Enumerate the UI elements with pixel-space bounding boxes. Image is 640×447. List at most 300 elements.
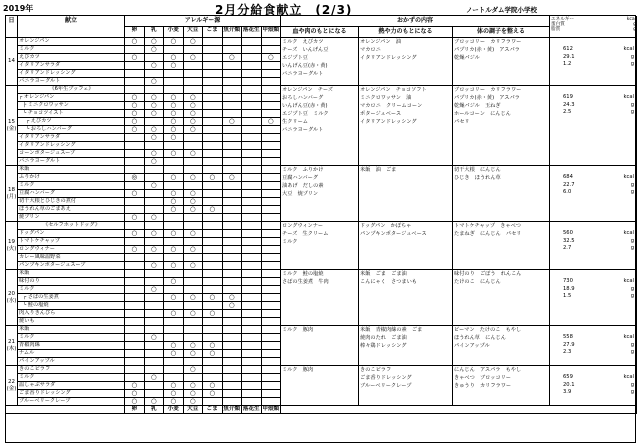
allergen-mark: [203, 286, 223, 294]
ingredient-line: マカロニ: [360, 47, 381, 53]
allergen-mark: [125, 278, 145, 286]
nutrition-value: 1.2: [563, 61, 572, 68]
allergen-mark: [145, 238, 165, 246]
year-label: 2019年: [3, 4, 34, 13]
allergen-mark: [203, 142, 223, 150]
allergen-mark: ○: [223, 302, 243, 310]
allergen-mark: [203, 334, 223, 342]
allergen-mark: ○: [145, 182, 165, 190]
allergen-mark: [223, 38, 243, 46]
allergen-mark: [262, 318, 282, 326]
allergen-mark: [125, 78, 145, 86]
allergen-mark: [242, 398, 262, 406]
nutrition-unit: g: [630, 341, 634, 348]
allergen-footer: 甲殻類: [262, 406, 280, 412]
allergen-mark: [125, 158, 145, 166]
allergen-mark: [203, 86, 223, 94]
ingredient-line: オレンジパン 油: [360, 39, 401, 45]
allergen-mark: [145, 390, 165, 398]
allergen-mark: ○: [184, 366, 204, 374]
allergen-mark: ○: [184, 150, 204, 158]
allergen-mark: ○: [184, 246, 204, 254]
allergen-mark: [145, 358, 165, 366]
allergen-mark: ○: [184, 382, 204, 390]
menu-item: 米飯: [18, 326, 125, 334]
ingredient-line: ごま香りドレッシング: [360, 375, 412, 381]
allergen-header: ごま: [203, 27, 223, 38]
allergen-mark: [145, 166, 165, 174]
allergen-mark: [184, 62, 204, 70]
ingredient-line: パプリカ(赤・黄) アスパラ: [454, 95, 520, 101]
ingredient-line: チーズ いんげん豆: [282, 47, 329, 53]
allergen-mark: [242, 350, 262, 358]
ingredient-line: 焼肉のたれ ごま油: [360, 335, 407, 341]
day-date: 22: [8, 378, 15, 385]
allergen-mark: [125, 350, 145, 358]
allergen-mark: ○: [184, 230, 204, 238]
allergen-mark: [262, 94, 282, 102]
allergen-mark: [262, 134, 282, 142]
ingredients-green: [453, 222, 550, 270]
ingredients-red: [281, 166, 359, 222]
allergen-mark: ○: [164, 294, 184, 302]
ingredient-line: バニラヨーグルト: [282, 71, 324, 77]
menu-item: ミルク: [18, 374, 125, 382]
allergen-mark: [242, 374, 262, 382]
allergen-mark: ○: [184, 342, 204, 350]
allergen-mark: ○: [164, 278, 184, 286]
allergen-mark: [262, 310, 282, 318]
allergen-mark: [184, 134, 204, 142]
allergen-mark: [164, 238, 184, 246]
nutrition-cell: [550, 270, 637, 326]
nutrition-unit: g: [630, 381, 634, 388]
allergen-mark: ○: [262, 54, 282, 62]
allergen-mark: [242, 150, 262, 158]
ingredient-line: 切干大根 にんじん: [454, 167, 501, 173]
allergen-mark: [164, 374, 184, 382]
allergen-mark: [164, 334, 184, 342]
allergen-mark: [262, 214, 282, 222]
allergen-mark: [242, 110, 262, 118]
allergen-mark: [223, 102, 243, 110]
allergen-mark: [203, 62, 223, 70]
allergen-mark: [242, 166, 262, 174]
ingredients-yellow: [359, 86, 453, 166]
nutrition-value: 3.9: [563, 389, 572, 396]
allergen-mark: [203, 278, 223, 286]
allergen-mark: [242, 38, 262, 46]
nutrition-value: 730: [563, 278, 573, 284]
allergen-mark: [164, 366, 184, 374]
allergen-mark: [242, 94, 262, 102]
menu-item: カレー風味温野菜: [18, 254, 125, 262]
allergen-mark: [242, 206, 262, 214]
allergen-mark: [262, 270, 282, 278]
day-date: 15: [8, 118, 15, 125]
nutrition-cell: [550, 366, 637, 406]
col-ingredients-header: おかずの内容: [281, 16, 550, 27]
allergen-mark: [242, 158, 262, 166]
ingredient-line: チーズ 生クリーム: [282, 231, 329, 237]
allergen-mark: [223, 142, 243, 150]
allergen-mark: [203, 302, 223, 310]
allergen-mark: [125, 86, 145, 94]
day-date: 14: [8, 58, 15, 64]
allergen-mark: [125, 262, 145, 270]
allergen-mark: [242, 126, 262, 134]
allergen-mark: ○: [145, 102, 165, 110]
allergen-mark: ○: [164, 110, 184, 118]
allergen-mark: [145, 294, 165, 302]
allergen-mark: [242, 174, 262, 182]
allergen-mark: [223, 166, 243, 174]
ingredient-line: ミルク 豚肉: [282, 367, 314, 373]
allergen-mark: [262, 230, 282, 238]
menu-item: ごま香りドレッシング: [18, 390, 125, 398]
nutrition-cell: [550, 86, 637, 166]
allergen-mark: ○: [125, 382, 145, 390]
allergen-mark: ○: [125, 390, 145, 398]
allergen-mark: [223, 190, 243, 198]
ingredient-line: ロングウィンナー: [282, 223, 324, 229]
allergen-mark: [184, 278, 204, 286]
allergen-mark: [242, 278, 262, 286]
allergen-mark: ○: [125, 38, 145, 46]
day-cell: [6, 86, 18, 166]
day-weekday: (金): [6, 385, 17, 392]
ingredient-line: パンプキンポタージュベース: [360, 231, 427, 237]
allergen-mark: [262, 86, 282, 94]
col-energy-header: [550, 16, 637, 38]
allergen-mark: [242, 294, 262, 302]
allergen-mark: ○: [164, 350, 184, 358]
allergen-mark: ○: [145, 38, 165, 46]
allergen-mark: [203, 110, 223, 118]
allergen-mark: ○: [145, 262, 165, 270]
nutrition-unit: g: [630, 389, 634, 396]
allergen-mark: ○: [125, 398, 145, 406]
allergen-mark: [262, 238, 282, 246]
allergen-mark: [164, 46, 184, 54]
allergen-mark: [184, 182, 204, 190]
day-weekday: (水): [6, 297, 17, 304]
menu-item: ┌ オレンジパン: [18, 94, 125, 102]
allergen-mark: [184, 142, 204, 150]
ingredients-yellow: [359, 326, 453, 366]
ingredient-line: ブロッコリー カリフラワー: [454, 39, 522, 45]
menu-item: 焼プリン: [18, 214, 125, 222]
allergen-mark: [203, 118, 223, 126]
allergen-mark: [223, 78, 243, 86]
ingredient-line: きのこピラフ: [360, 367, 392, 373]
ingredients-red: [281, 326, 359, 366]
allergen-mark: [262, 366, 282, 374]
allergen-mark: ○: [164, 398, 184, 406]
allergen-mark: ○: [145, 214, 165, 222]
menu-item: ミルク: [18, 286, 125, 294]
ingredient-line: オレンジパン チーズ: [282, 87, 333, 93]
nutrition-unit: kcal: [623, 94, 634, 100]
menu-item: ブルーベリークレープ: [18, 398, 125, 406]
allergen-mark: ○: [145, 94, 165, 102]
allergen-mark: [203, 54, 223, 62]
allergen-mark: [262, 286, 282, 294]
nutrition-unit: g: [630, 237, 634, 244]
allergen-mark: [203, 158, 223, 166]
allergen-mark: [164, 254, 184, 262]
ingredient-line: オレンジパン チョコソフト: [360, 87, 427, 93]
allergen-mark: [223, 334, 243, 342]
allergen-mark: [262, 390, 282, 398]
ingredient-line: 生クリーム: [282, 119, 308, 125]
allergen-mark: [223, 222, 243, 230]
allergen-mark: [164, 222, 184, 230]
allergen-mark: [242, 310, 262, 318]
allergen-mark: [242, 142, 262, 150]
allergen-mark: [262, 62, 282, 70]
allergen-mark: [262, 278, 282, 286]
allergen-mark: [184, 254, 204, 262]
allergen-mark: [164, 358, 184, 366]
ingredients-yellow: [359, 166, 453, 222]
menu-item: ミルク: [18, 182, 125, 190]
allergen-mark: [164, 70, 184, 78]
day-cell: [6, 222, 18, 270]
allergen-mark: [262, 342, 282, 350]
allergen-header: 魚介類: [223, 27, 243, 38]
nutrition-unit: g: [630, 181, 634, 188]
allergen-mark: [145, 222, 165, 230]
allergen-mark: [262, 254, 282, 262]
allergen-mark: ○: [203, 294, 223, 302]
ingredients-red: [281, 270, 359, 326]
allergen-mark: [223, 110, 243, 118]
day-date: 21: [8, 338, 15, 345]
allergen-mark: [145, 366, 165, 374]
allergen-mark: ○: [125, 246, 145, 254]
allergen-mark: [145, 174, 165, 182]
nutrition-value: 18.9: [563, 285, 575, 292]
ingredient-line: きゃべつ ブロッコリー: [454, 375, 511, 381]
ingredient-line: 油あげ だしの素: [282, 183, 324, 189]
allergen-mark: [145, 382, 165, 390]
menu-item: 味付のり: [18, 278, 125, 286]
allergen-mark: [242, 102, 262, 110]
allergen-mark: ○: [262, 118, 282, 126]
nutrition-value: 27.9: [563, 341, 575, 348]
allergen-mark: [203, 270, 223, 278]
allergen-mark: [184, 238, 204, 246]
allergen-mark: [164, 286, 184, 294]
nutrition-unit: kcal: [623, 374, 634, 380]
allergen-mark: [223, 62, 243, 70]
ingredient-line: いんげん豆(赤・黄): [282, 63, 328, 69]
allergen-mark: ○: [223, 118, 243, 126]
allergen-mark: ○: [164, 190, 184, 198]
allergen-mark: ○: [223, 174, 243, 182]
school-name: ノートルダム学院小学校: [466, 6, 538, 14]
allergen-mark: [184, 78, 204, 86]
ingredient-line: 米飯 ごま ごま油: [360, 271, 407, 277]
allergen-mark: [223, 150, 243, 158]
nutrition-value: 684: [563, 174, 573, 180]
allergen-mark: [262, 78, 282, 86]
day-cell: [6, 270, 18, 326]
allergen-mark: [125, 142, 145, 150]
day-date: 18: [8, 186, 15, 193]
allergen-mark: [203, 182, 223, 190]
nutrition-value: 2.7: [563, 245, 572, 252]
ingredients-yellow: [359, 222, 453, 270]
allergen-mark: [262, 246, 282, 254]
ingredient-line: 豆腐ハンバーグ: [282, 175, 318, 181]
allergen-mark: ○: [184, 350, 204, 358]
allergen-mark: [145, 278, 165, 286]
allergen-mark: ○: [145, 78, 165, 86]
nutrition-value: 20.1: [563, 381, 575, 388]
allergen-mark: [242, 366, 262, 374]
allergen-mark: ○: [164, 174, 184, 182]
allergen-mark: [223, 358, 243, 366]
day-cell: [6, 366, 18, 406]
menu-item: 焼いも: [18, 318, 125, 326]
allergen-mark: [184, 270, 204, 278]
allergen-footer: 卵: [125, 406, 145, 414]
nutrition-value: 659: [563, 374, 573, 380]
allergen-mark: [145, 86, 165, 94]
nutrition-value: 560: [563, 230, 573, 236]
allergen-mark: [203, 318, 223, 326]
allergen-mark: ○: [164, 54, 184, 62]
allergen-mark: ○: [164, 342, 184, 350]
allergen-mark: [145, 190, 165, 198]
ingredient-line: ミルク 豚肉: [282, 327, 314, 333]
energy-header-unit: kcal: [626, 17, 636, 22]
nutrition-unit: g: [630, 245, 634, 252]
allergen-mark: ○: [223, 54, 243, 62]
allergen-header: 落花生: [242, 27, 262, 38]
allergen-mark: ○: [125, 230, 145, 238]
allergen-mark: [223, 342, 243, 350]
ingredient-line: ピーマン たけのこ もやし: [454, 327, 522, 333]
ingredient-line: こんにゃく さつまいも: [360, 279, 417, 285]
allergen-mark: [203, 254, 223, 262]
ingredients-green: [453, 38, 550, 86]
allergen-mark: [262, 182, 282, 190]
nutrition-unit: kcal: [623, 230, 634, 236]
nutrition-unit: g: [630, 109, 634, 116]
menu-item: イタリアンドレッシング: [18, 70, 125, 78]
allergen-mark: [184, 374, 204, 382]
ingredients-yellow: [359, 38, 453, 86]
allergen-mark: [223, 318, 243, 326]
menu-item: コーンポタージュスープ: [18, 150, 125, 158]
allergen-mark: [164, 318, 184, 326]
allergen-mark: [242, 198, 262, 206]
menu-item: ドッグパン: [18, 230, 125, 238]
allergen-mark: [223, 46, 243, 54]
allergen-mark: [223, 86, 243, 94]
allergen-mark: [203, 358, 223, 366]
menu-item: ほうれん草のごまあえ: [18, 206, 125, 214]
allergen-mark: ○: [145, 246, 165, 254]
allergen-mark: ○: [184, 174, 204, 182]
allergen-mark: [223, 326, 243, 334]
allergen-mark: ○: [164, 310, 184, 318]
allergen-mark: ○: [125, 94, 145, 102]
ingredient-line: エジプト豆 ミルク: [282, 111, 329, 117]
allergen-mark: [223, 382, 243, 390]
ingredient-line: ほうれん草 にんじん: [454, 335, 506, 341]
menu-item: オレンジパン: [18, 38, 125, 46]
allergen-mark: [203, 46, 223, 54]
menu-item: イタリアンサラダ: [18, 62, 125, 70]
ingredient-line: ポタージュベース: [360, 111, 402, 117]
allergen-mark: [203, 38, 223, 46]
ingredients-green: [453, 166, 550, 222]
allergen-mark: [262, 398, 282, 406]
ingredient-line: ミルク ふりかけ: [282, 167, 324, 173]
allergen-mark: ○: [223, 294, 243, 302]
ingredient-line: マカロニ クリームコーン: [360, 103, 423, 109]
menu-item: パンプキンポタージュスープ: [18, 262, 125, 270]
allergen-mark: [262, 358, 282, 366]
allergen-mark: [184, 358, 204, 366]
footer-blank: [6, 406, 125, 414]
allergen-mark: [242, 62, 262, 70]
ingredient-line: 大豆 焼プリン: [282, 191, 319, 197]
ingredient-line: たまねぎ にんじん パセリ: [454, 231, 522, 237]
energy-header-label: エネルギー: [551, 17, 574, 22]
allergen-mark: [125, 286, 145, 294]
menu-item: 青椒肉絲: [18, 342, 125, 350]
allergen-mark: [203, 326, 223, 334]
allergen-mark: ○: [184, 102, 204, 110]
allergen-mark: ○: [164, 206, 184, 214]
page-title: 2月分給食献立 (2/3): [215, 3, 353, 17]
ingredient-line: ひじき ほうれん草: [454, 175, 501, 181]
nutrition-unit: g: [630, 101, 634, 108]
allergen-mark: [242, 382, 262, 390]
allergen-mark: [262, 174, 282, 182]
allergen-mark: [125, 310, 145, 318]
allergen-mark: [203, 366, 223, 374]
allergen-mark: [262, 382, 282, 390]
allergen-mark: ○: [145, 374, 165, 382]
allergen-mark: [223, 206, 243, 214]
nutrition-unit: g: [630, 285, 634, 292]
allergen-mark: [242, 190, 262, 198]
allergen-mark: ◎: [125, 174, 145, 182]
nutrition-value: 2.3: [563, 349, 572, 356]
allergen-mark: [184, 286, 204, 294]
allergen-mark: [262, 222, 282, 230]
allergen-footer: 落花生: [242, 406, 260, 412]
allergen-mark: [242, 390, 262, 398]
menu-item: ロングウィナー: [18, 246, 125, 254]
ingredient-line: ミニクロワッサン 油: [360, 95, 412, 101]
allergen-mark: [145, 326, 165, 334]
allergen-mark: [262, 150, 282, 158]
ingredients-green: [453, 270, 550, 326]
menu-item: ├ ミニクロワッサン: [18, 102, 125, 110]
allergen-mark: ○: [164, 382, 184, 390]
nutrition-value: 24.3: [563, 101, 575, 108]
menu-item: 米飯: [18, 166, 125, 174]
allergen-mark: [164, 86, 184, 94]
allergen-footer: 小麦: [164, 406, 184, 414]
